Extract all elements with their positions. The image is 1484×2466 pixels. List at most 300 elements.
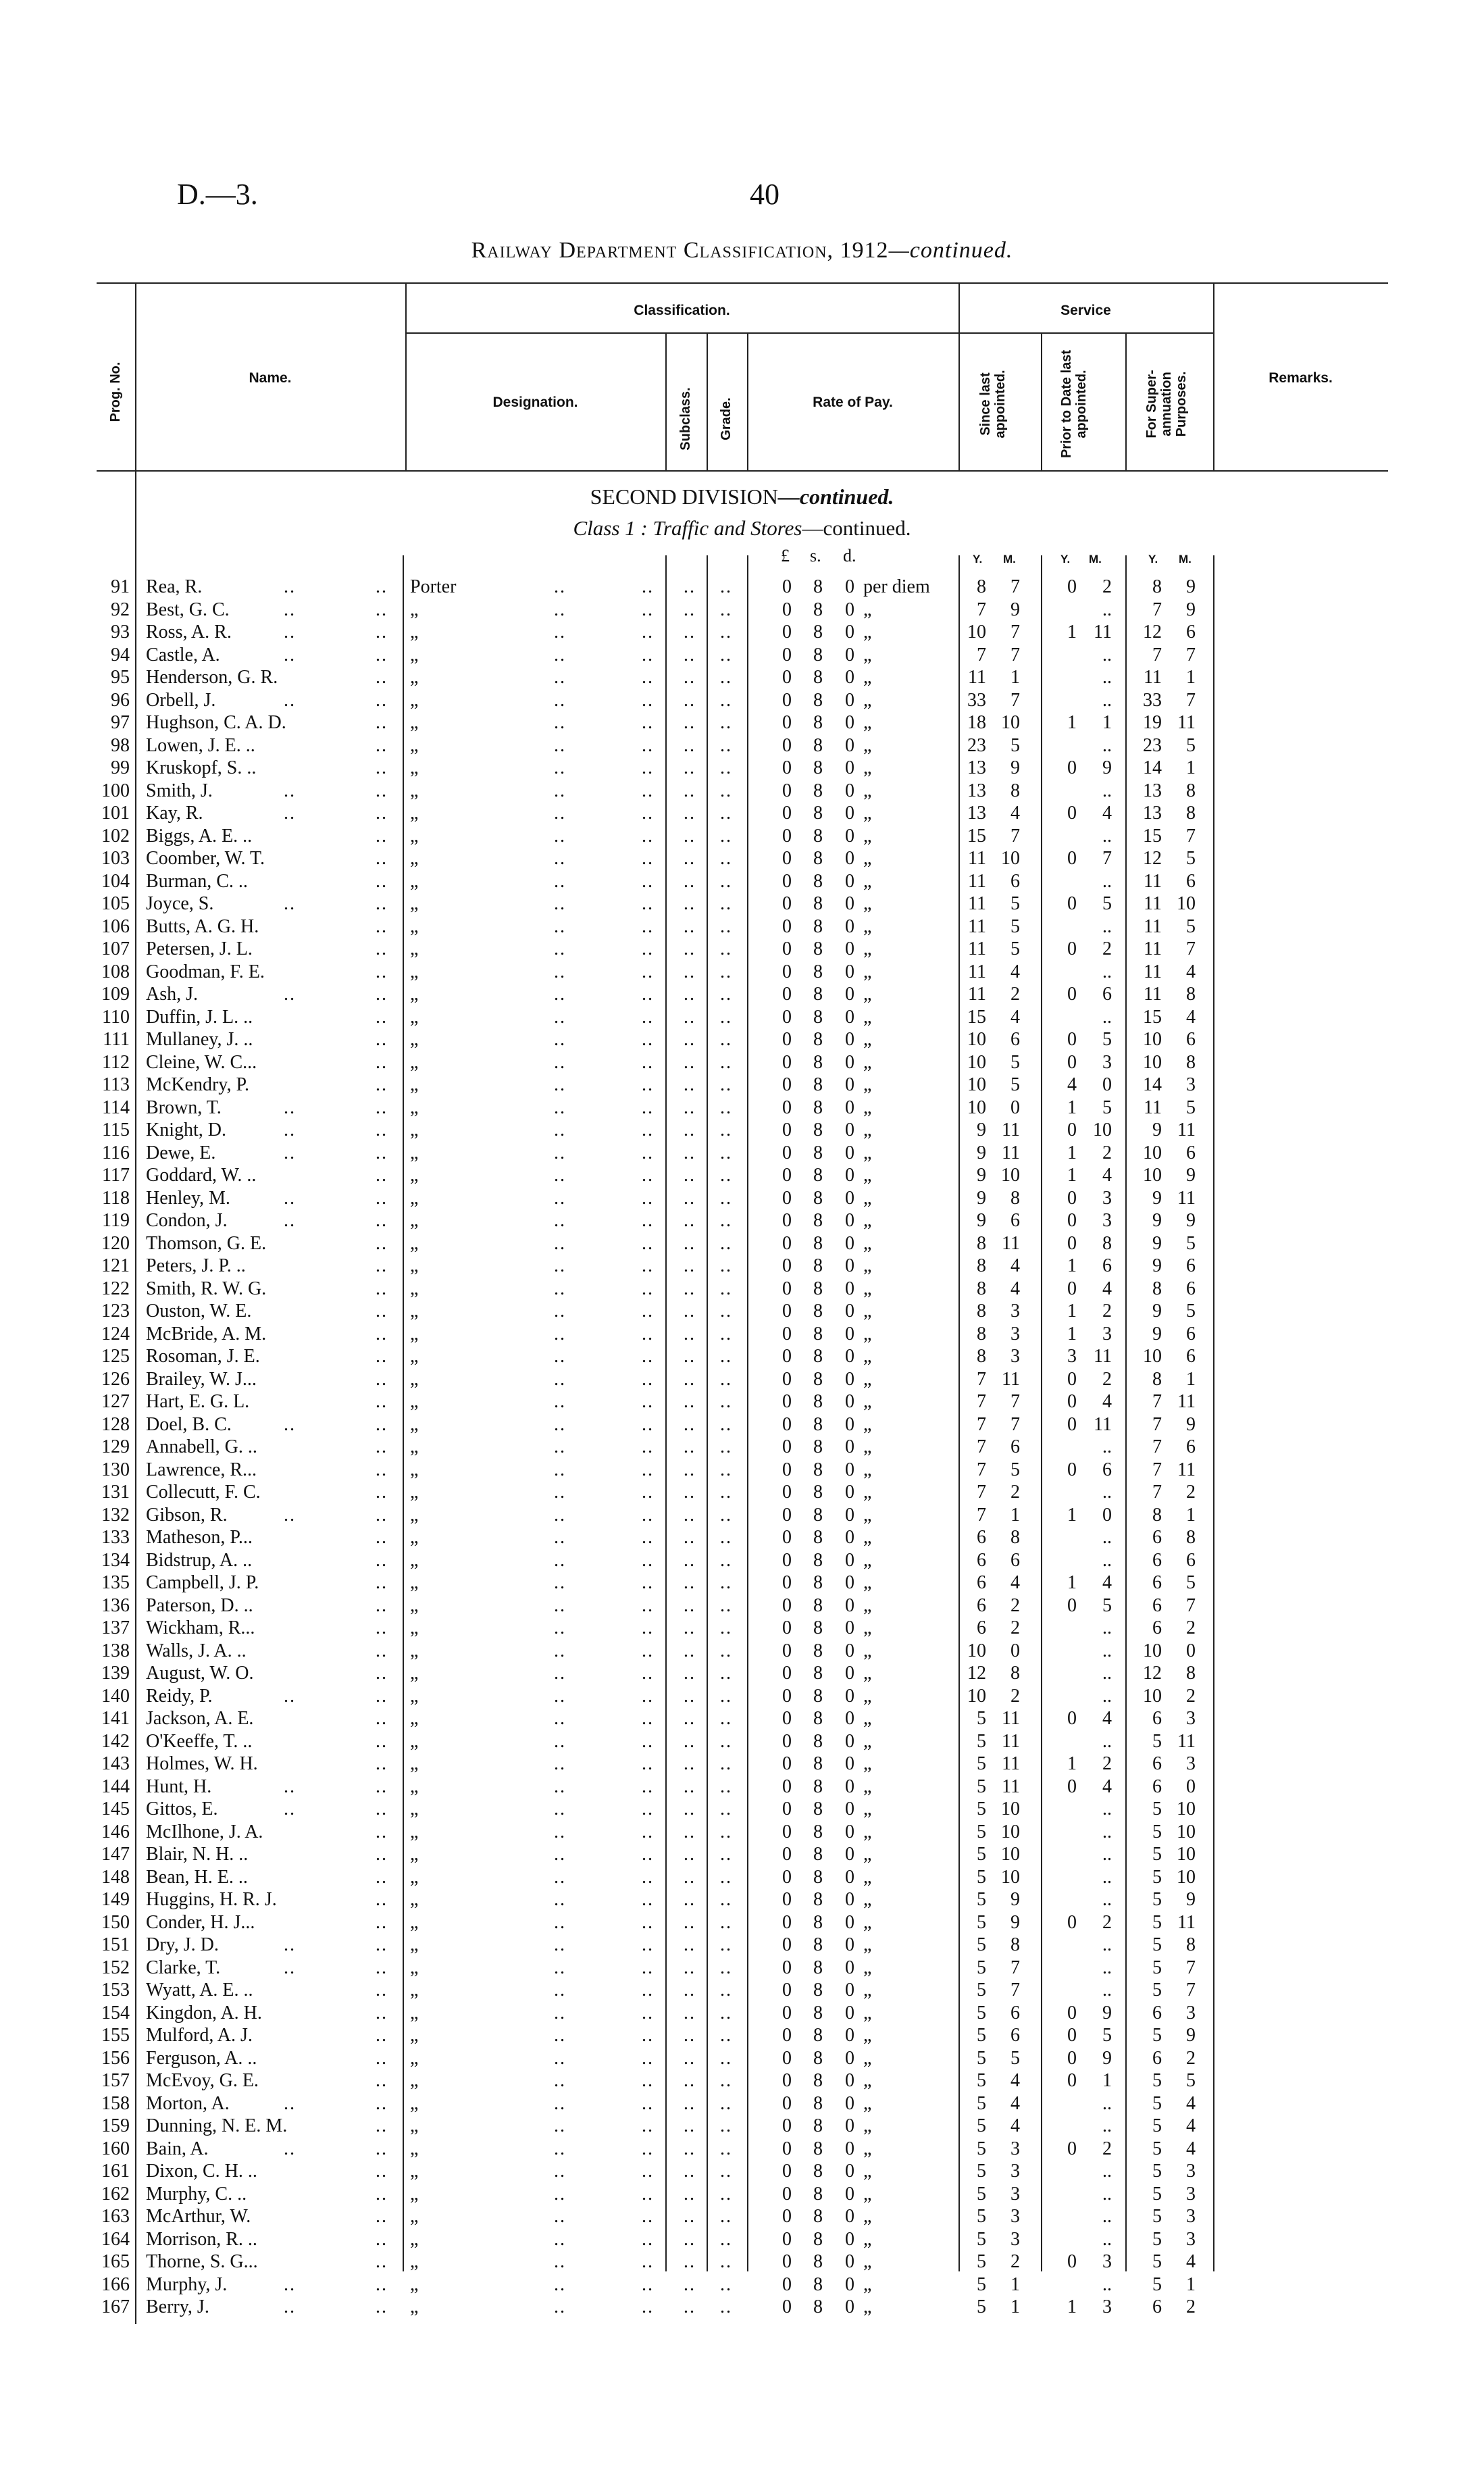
pay-shillings: 8 [813,1232,823,1254]
since-years: 5 [977,2002,986,2023]
since-months: 10 [1001,1798,1020,1819]
super-months: 3 [1186,2161,1196,2182]
since-months: 5 [1010,2047,1020,2069]
name: Walls, J. A. .. [146,1640,247,1661]
super-months: 7 [1186,1957,1196,1978]
table-row [0,915,1484,938]
designation: „ [410,712,419,733]
grade-leader: .. [720,1594,732,1616]
designation-leader-2: .. [642,689,654,711]
since-years: 6 [977,1527,986,1548]
prog-no: 139 [101,1663,130,1684]
grade-leader: .. [720,2025,732,2046]
super-years: 5 [1152,1980,1162,2001]
pay-pence: 0 [845,1844,854,1865]
name: O'Keeffe, T. .. [146,1730,253,1752]
table-row [0,1051,1484,1074]
super-years: 11 [1144,961,1162,982]
pay-pence: 0 [845,1391,854,1412]
prior-months: .. [1102,2161,1112,2182]
subclass-leader: .. [684,2025,696,2046]
pay-pounds: 0 [782,1029,792,1050]
since-months: 5 [1010,1051,1020,1073]
name-leader-2: .. [376,2138,388,2159]
super-years: 9 [1152,1323,1162,1344]
since-years: 9 [977,1165,986,1186]
name: Brown, T. [146,1097,222,1118]
pay-period: „ [863,893,872,914]
prior-months: .. [1102,1821,1112,1842]
since-months: 10 [1001,1844,1020,1865]
since-months: 4 [1010,1572,1020,1593]
pay-shillings: 8 [813,1051,823,1073]
designation: „ [410,1029,419,1050]
designation-leader: .. [554,1798,566,1819]
table-row [0,1843,1484,1866]
designation-leader: .. [554,2025,566,2046]
name-leader-2: .. [376,1527,388,1548]
since-years: 5 [977,2206,986,2227]
pay-pounds: 0 [782,2025,792,2046]
grade-leader: .. [720,644,732,665]
pay-shillings: 8 [813,1391,823,1412]
super-months: 1 [1186,1368,1196,1390]
super-years: 5 [1152,2251,1162,2272]
rule-after-prior [1125,334,1127,470]
since-years: 10 [967,1640,986,1661]
pay-shillings: 8 [813,1413,823,1435]
designation-leader-2: .. [642,1436,654,1457]
pay-pounds: 0 [782,2206,792,2227]
prog-no: 124 [101,1323,130,1344]
designation: „ [410,1730,419,1752]
pay-pounds: 0 [782,825,792,847]
prior-months: 4 [1102,1708,1112,1729]
pay-period: „ [863,1866,872,1888]
pay-pence: 0 [845,1866,854,1888]
super-months: 3 [1186,2228,1196,2250]
name: Hunt, H. [146,1776,212,1797]
prog-no: 147 [101,1844,130,1865]
prog-no: 135 [101,1572,130,1593]
pay-shillings: 8 [813,1187,823,1209]
name-leader: .. [284,1798,296,1819]
designation-leader-2: .. [642,1844,654,1865]
pay-pence: 0 [845,1006,854,1028]
table-row [0,892,1484,915]
subclass-leader: .. [684,1301,696,1322]
designation-leader-2: .. [642,1934,654,1955]
grade-leader: .. [720,2070,732,2091]
name: Huggins, H. R. J. [146,1889,277,1910]
name: Lowen, J. E. .. [146,734,255,756]
pay-pounds: 0 [782,2183,792,2205]
table-row [0,2273,1484,2296]
pay-period: „ [863,1097,872,1118]
name-leader: .. [284,1504,296,1526]
grade-leader: .. [720,1617,732,1638]
table-row [0,2069,1484,2092]
pay-pence: 0 [845,870,854,892]
grade-leader: .. [720,2092,732,2114]
name-leader-2: .. [376,870,388,892]
name: Smith, R. W. G. [146,1278,267,1299]
prior-months: 2 [1102,576,1112,597]
since-years: 8 [977,1255,986,1276]
designation: „ [410,1549,419,1571]
designation-leader: .. [554,915,566,937]
pay-period: „ [863,1594,872,1616]
pay-pence: 0 [845,1436,854,1457]
designation-leader-2: .. [642,1663,654,1684]
pay-pounds: 0 [782,803,792,824]
since-years: 13 [967,757,986,778]
table-row [0,2002,1484,2025]
pay-shillings: 8 [813,803,823,824]
designation-leader-2: .. [642,961,654,982]
pay-pounds: 0 [782,961,792,982]
prior-months: .. [1102,1482,1112,1503]
subclass-leader: .. [684,1413,696,1435]
prog-no: 156 [101,2047,130,2069]
name-leader-2: .. [376,1957,388,1978]
pay-period: „ [863,1391,872,1412]
name-leader: .. [284,576,296,597]
table-row [0,1571,1484,1594]
name: Hart, E. G. L. [146,1391,250,1412]
designation-leader-2: .. [642,1911,654,1933]
super-years: 19 [1143,712,1162,733]
designation-leader-2: .. [642,2092,654,2114]
table-row [0,2115,1484,2138]
super-years: 33 [1143,689,1162,711]
name: Ash, J. [146,984,199,1005]
pay-period: „ [863,1413,872,1435]
subclass-leader: .. [684,780,696,801]
prog-no: 162 [101,2183,130,2205]
designation-leader: .. [554,1549,566,1571]
designation-leader-2: .. [642,984,654,1005]
division-heading [0,484,1484,509]
designation-leader-2: .. [642,1006,654,1028]
pay-pounds: 0 [782,1980,792,2001]
super-years: 14 [1143,757,1162,778]
prior-months: 11 [1094,622,1112,643]
pay-pence: 0 [845,622,854,643]
unit-since-years: Y. [973,553,983,565]
table-row [0,1888,1484,1911]
prog-no: 149 [101,1889,130,1910]
name: Castle, A. [146,644,220,665]
name: Gittos, E. [146,1798,218,1819]
prior-months: .. [1102,2228,1112,2250]
prior-months: 0 [1102,1504,1112,1526]
super-months: 11 [1177,1187,1196,1209]
grade-leader: .. [720,870,732,892]
since-years: 12 [967,1663,986,1684]
super-months: 6 [1186,1255,1196,1276]
pay-pounds: 0 [782,1730,792,1752]
table-row [0,1142,1484,1165]
prior-months: 3 [1102,1187,1112,1209]
since-months: 7 [1010,1957,1020,1978]
designation-leader: .. [554,1187,566,1209]
since-months: 10 [1001,1821,1020,1842]
since-months: 10 [1001,1866,1020,1888]
pay-pounds: 0 [782,644,792,665]
name: Thomson, G. E. [146,1232,267,1254]
super-months: 11 [1177,712,1196,733]
designation: „ [410,1594,419,1616]
prior-months: .. [1102,2115,1112,2136]
pay-shillings: 8 [813,2251,823,2272]
pay-shillings: 8 [813,1255,823,1276]
grade-leader: .. [720,1165,732,1186]
pay-pounds: 0 [782,1074,792,1095]
pay-pence: 0 [845,1957,854,1978]
prog-no: 148 [101,1866,130,1888]
designation: „ [410,915,419,937]
pay-shillings: 8 [813,1957,823,1978]
table-row [0,983,1484,1006]
pay-period: „ [863,689,872,711]
pay-pence: 0 [845,1210,854,1231]
prior-years: 0 [1067,1187,1077,1209]
grade-leader: .. [720,848,732,869]
name-leader: .. [284,1119,296,1140]
table-row [0,2138,1484,2161]
pay-pence: 0 [845,1934,854,1955]
title-main: Railway Department Classification, 1912 [471,238,889,263]
division-label: SECOND DIVISION [590,484,778,509]
name-leader: .. [284,803,296,824]
prior-years: 3 [1067,1346,1077,1367]
since-years: 11 [968,848,986,869]
pay-pounds: 0 [782,1097,792,1118]
super-months: 3 [1186,1753,1196,1774]
pay-shillings: 8 [813,689,823,711]
table-row [0,1459,1484,1482]
table-row [0,1707,1484,1730]
grade-leader: .. [720,825,732,847]
since-years: 8 [977,1323,986,1344]
prior-months: 3 [1102,1210,1112,1231]
super-years: 10 [1143,1051,1162,1073]
designation-leader: .. [554,1074,566,1095]
prior-months: 6 [1102,1459,1112,1480]
prog-no: 119 [102,1210,130,1231]
name: Burman, C. .. [146,870,248,892]
pay-pounds: 0 [782,848,792,869]
name: Condon, J. [146,1210,228,1231]
col-remarks: Remarks. [1269,370,1333,386]
pay-period: „ [863,1980,872,2001]
grade-leader: .. [720,599,732,620]
super-months: 9 [1186,599,1196,620]
super-years: 8 [1152,1368,1162,1390]
pay-period: „ [863,2070,872,2091]
pay-shillings: 8 [813,1006,823,1028]
page-title [0,238,1484,263]
super-years: 10 [1143,1640,1162,1661]
designation: „ [410,1187,419,1209]
col-for-super: For Super-annuation Purposes. [1144,370,1189,438]
prior-years: 1 [1067,1097,1077,1118]
table-row [0,2092,1484,2115]
pay-pence: 0 [845,1663,854,1684]
prior-months: .. [1102,1436,1112,1457]
super-months: 7 [1186,644,1196,665]
pay-pence: 0 [845,915,854,937]
super-months: 8 [1186,780,1196,801]
grade-leader: .. [720,1844,732,1865]
pay-period: „ [863,1368,872,1390]
pay-period: „ [863,1821,872,1842]
subclass-leader: .. [684,2251,696,2272]
pay-shillings: 8 [813,1640,823,1661]
name-leader: .. [284,2273,296,2295]
name-leader-2: .. [376,984,388,1005]
table-row [0,1255,1484,1278]
pay-pence: 0 [845,2070,854,2091]
grade-leader: .. [720,915,732,937]
grade-leader: .. [720,757,732,778]
pay-pounds: 0 [782,1685,792,1707]
unit-since-months: M. [1003,553,1016,565]
prog-no: 159 [101,2115,130,2136]
table-row [0,1730,1484,1753]
designation-leader-2: .. [642,1368,654,1390]
since-months: 7 [1010,576,1020,597]
table-row [0,644,1484,667]
designation: „ [410,1210,419,1231]
designation-leader: .. [554,1029,566,1050]
pay-pence: 0 [845,1278,854,1299]
designation-leader-2: .. [642,1549,654,1571]
since-years: 5 [977,1708,986,1729]
designation: „ [410,1142,419,1163]
super-months: 11 [1177,1391,1196,1412]
prog-no: 100 [101,780,130,801]
col-service: Service [1060,303,1111,318]
prior-years: 0 [1067,1278,1077,1299]
prog-no: 125 [101,1346,130,1367]
table-row [0,1006,1484,1029]
subclass-leader: .. [684,576,696,597]
prog-no: 118 [102,1187,130,1209]
grade-leader: .. [720,2206,732,2227]
designation-leader-2: .. [642,1459,654,1480]
pay-pence: 0 [845,1821,854,1842]
designation-leader: .. [554,1730,566,1752]
page-reference: D.—3. [177,178,258,211]
since-months: 1 [1010,2296,1020,2317]
pay-shillings: 8 [813,1549,823,1571]
super-months: 1 [1186,1504,1196,1526]
pay-period: „ [863,1074,872,1095]
grade-leader: .. [720,1572,732,1593]
super-months: 10 [1177,1798,1196,1819]
table-row [0,1957,1484,1980]
name-leader-2: .. [376,1821,388,1842]
grade-leader: .. [720,1255,732,1276]
subclass-leader: .. [684,1844,696,1865]
since-months: 7 [1010,622,1020,643]
subclass-leader: .. [684,825,696,847]
since-months: 11 [1002,1142,1020,1163]
super-years: 5 [1152,1934,1162,1955]
since-years: 7 [977,1459,986,1480]
subclass-leader: .. [684,984,696,1005]
grade-leader: .. [720,2161,732,2182]
since-years: 6 [977,1617,986,1638]
name: Cleine, W. C... [146,1051,257,1073]
name-leader: .. [284,2296,296,2317]
table-row [0,1368,1484,1391]
designation-leader: .. [554,1210,566,1231]
super-months: 5 [1186,2070,1196,2091]
pay-period: „ [863,780,872,801]
pay-pounds: 0 [782,1165,792,1186]
pay-shillings: 8 [813,622,823,643]
name: Ouston, W. E. [146,1301,252,1322]
designation-leader: .. [554,1617,566,1638]
designation-leader: .. [554,1504,566,1526]
subclass-leader: .. [684,734,696,756]
designation-leader: .. [554,2251,566,2272]
pay-shillings: 8 [813,825,823,847]
designation: „ [410,1866,419,1888]
prior-years: 0 [1067,757,1077,778]
rule-after-designation [665,334,667,470]
subclass-leader: .. [684,1798,696,1819]
prog-no: 155 [101,2025,130,2046]
pay-shillings: 8 [813,599,823,620]
name: Biggs, A. E. .. [146,825,253,847]
since-months: 11 [1002,1730,1020,1752]
designation: „ [410,1368,419,1390]
designation-leader: .. [554,734,566,756]
table-row [0,757,1484,780]
designation: „ [410,2025,419,2046]
pay-pounds: 0 [782,1617,792,1638]
name-leader-2: .. [376,780,388,801]
pay-pounds: 0 [782,1934,792,1955]
grade-leader: .. [720,1685,732,1707]
prog-no: 165 [101,2251,130,2272]
table-row [0,1640,1484,1663]
designation-leader-2: .. [642,712,654,733]
grade-leader: .. [720,1821,732,1842]
since-years: 7 [977,1413,986,1435]
prog-no: 136 [101,1594,130,1616]
pay-period: „ [863,2025,872,2046]
prog-no: 111 [103,1029,130,1050]
pay-pence: 0 [845,1346,854,1367]
subclass-leader: .. [684,1278,696,1299]
super-months: 6 [1186,1029,1196,1050]
designation-leader-2: .. [642,938,654,959]
super-months: 8 [1186,1934,1196,1955]
pay-pounds: 0 [782,1844,792,1865]
prior-months: 3 [1102,1051,1112,1073]
since-months: 4 [1010,2115,1020,2136]
super-months: 3 [1186,1708,1196,1729]
designation-leader: .. [554,757,566,778]
pay-shillings: 8 [813,644,823,665]
grade-leader: .. [720,712,732,733]
pay-pounds: 0 [782,938,792,959]
